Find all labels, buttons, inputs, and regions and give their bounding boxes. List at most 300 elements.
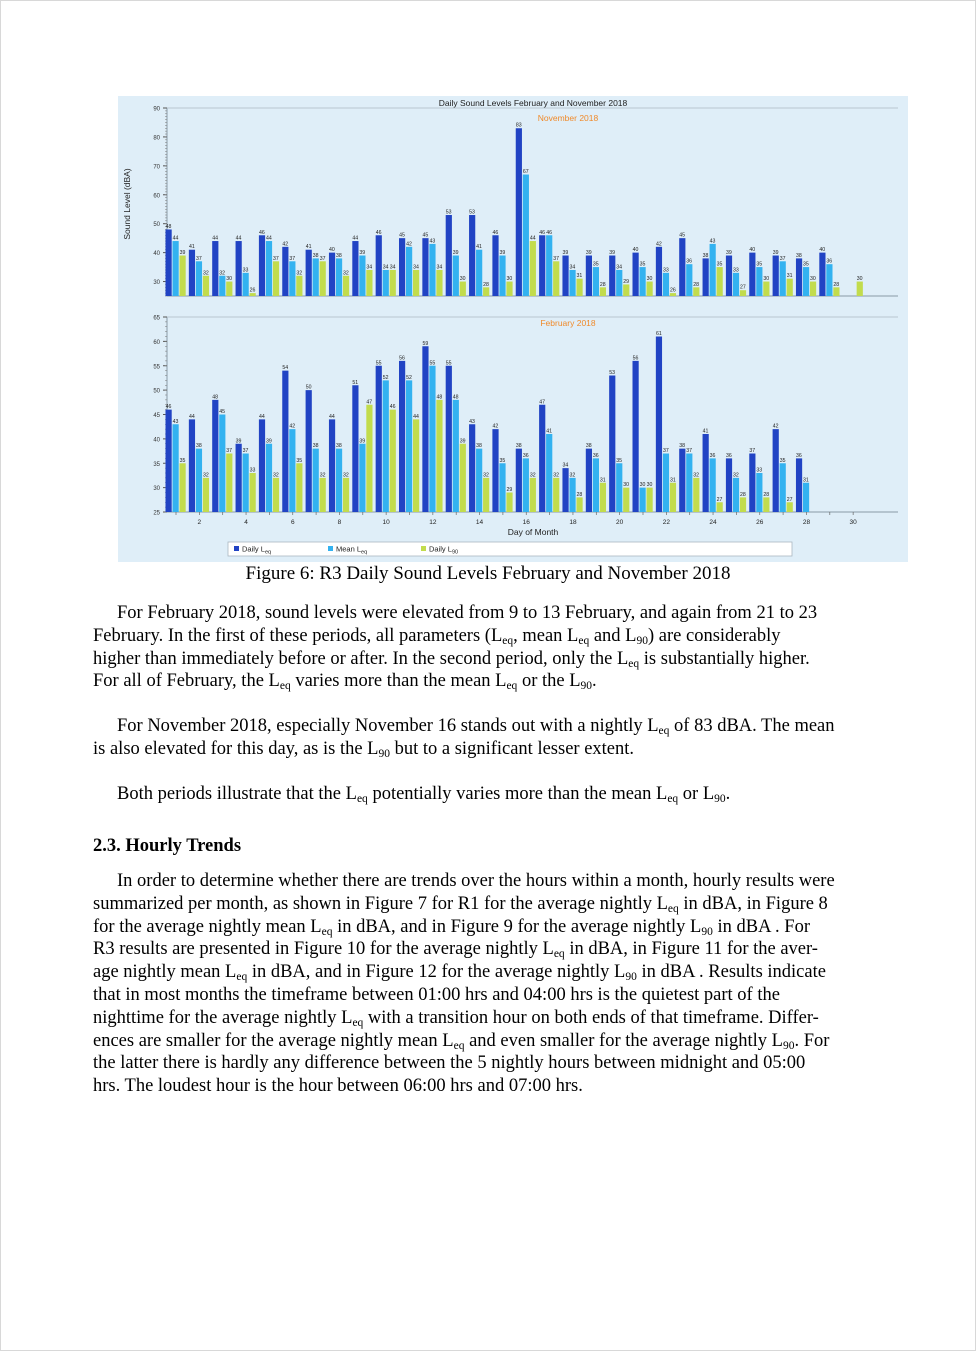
february-bar-daily-l90 — [273, 478, 279, 512]
x-tick-label: 2 — [197, 519, 202, 526]
november-data-label: 46 — [375, 229, 382, 236]
november-data-label: 46 — [259, 229, 265, 236]
november-bar-daily-l90 — [787, 279, 793, 296]
february-data-label: 36 — [522, 452, 529, 459]
x-tick-label: 24 — [709, 519, 717, 526]
legend-label: Mean $L_{eq}$ — [336, 544, 368, 556]
february-data-label: 28 — [763, 491, 770, 498]
november-data-label: 39 — [499, 250, 506, 257]
february-data-label: 39 — [266, 438, 272, 445]
november-bar-daily-l90 — [833, 287, 839, 296]
november-bar-mean-leq — [453, 256, 459, 296]
february-data-label: 43 — [469, 418, 475, 425]
february-data-label: 38 — [515, 443, 522, 450]
november-bar-daily-leq — [352, 241, 358, 296]
february-bar-daily-l90 — [436, 400, 442, 512]
november-data-label: 28 — [483, 281, 489, 288]
february-data-label: 32 — [529, 472, 536, 479]
november-bar-daily-leq — [446, 215, 452, 296]
november-bar-daily-leq — [773, 256, 779, 296]
x-tick-label: 20 — [616, 519, 624, 526]
february-bar-mean-leq — [289, 429, 295, 512]
november-bar-mean-leq — [640, 267, 646, 296]
november-data-label: 34 — [389, 264, 396, 271]
november-bar-daily-l90 — [623, 284, 629, 296]
legend-box — [228, 542, 792, 556]
february-ytick-label: 30 — [153, 486, 160, 493]
february-data-label: 28 — [740, 491, 746, 498]
february-bar-mean-leq — [756, 473, 762, 512]
november-data-label: 28 — [833, 281, 840, 288]
november-data-label: 28 — [693, 281, 700, 288]
november-bar-daily-leq — [819, 253, 825, 296]
november-bar-mean-leq — [616, 270, 622, 296]
february-data-label: 35 — [499, 457, 506, 464]
november-data-label: 45 — [679, 232, 686, 239]
february-bar-daily-leq — [609, 376, 615, 513]
february-bar-mean-leq — [359, 444, 365, 512]
november-data-label: 42 — [655, 241, 662, 248]
february-bar-daily-leq — [656, 337, 662, 513]
february-data-label: 44 — [188, 413, 195, 420]
february-data-label: 28 — [576, 491, 583, 498]
november-data-label: 35 — [716, 261, 723, 268]
november-bar-mean-leq — [219, 276, 225, 296]
february-bar-daily-leq — [236, 444, 242, 512]
x-tick-label: 4 — [244, 519, 248, 526]
november-bar-daily-leq — [726, 256, 732, 296]
february-data-label: 51 — [352, 379, 359, 386]
february-bar-mean-leq — [616, 463, 622, 512]
x-tick-label: 14 — [475, 519, 484, 526]
february-bar-daily-l90 — [390, 410, 396, 512]
february-bar-daily-leq — [633, 361, 639, 512]
november-bar-daily-l90 — [647, 282, 653, 296]
february-bar-daily-leq — [306, 390, 312, 512]
february-bar-daily-l90 — [343, 478, 349, 512]
november-data-label: 40 — [632, 247, 639, 254]
november-bar-mean-leq — [826, 264, 832, 296]
february-bar-daily-leq — [189, 419, 195, 512]
november-bar-daily-l90 — [296, 276, 302, 296]
february-bar-mean-leq — [733, 478, 739, 512]
february-bar-daily-l90 — [647, 488, 653, 512]
november-data-label: 39 — [452, 250, 459, 257]
november-bar-daily-leq — [492, 235, 498, 296]
february-data-label: 35 — [179, 457, 186, 464]
february-bar-daily-l90 — [413, 419, 419, 512]
november-bar-mean-leq — [313, 258, 319, 296]
february-bar-mean-leq — [780, 463, 786, 512]
february-bar-daily-leq — [352, 385, 358, 512]
february-data-label: 39 — [235, 438, 242, 445]
february-bar-mean-leq — [640, 488, 646, 512]
february-bar-daily-l90 — [320, 478, 326, 512]
february-bar-mean-leq — [219, 415, 225, 513]
february-bar-mean-leq — [383, 380, 389, 512]
november-bar-daily-leq — [282, 247, 288, 296]
february-bar-daily-leq — [516, 449, 522, 512]
november-bar-daily-l90 — [530, 241, 536, 296]
february-bar-daily-l90 — [740, 497, 746, 512]
february-data-label: 32 — [202, 472, 209, 479]
chart-title: Daily Sound Levels February and November 2018 — [438, 98, 628, 108]
february-bar-mean-leq — [196, 449, 202, 512]
november-ytick-label: 30 — [153, 280, 160, 287]
february-data-label: 39 — [359, 438, 366, 445]
february-bar-daily-leq — [166, 410, 172, 512]
february-data-label: 52 — [406, 374, 412, 381]
february-data-label: 48 — [212, 394, 219, 401]
november-data-label: 40 — [329, 247, 335, 254]
november-data-label: 38 — [336, 252, 342, 259]
november-data-label: 42 — [282, 241, 289, 248]
november-data-label: 32 — [296, 270, 303, 277]
february-data-label: 47 — [539, 399, 545, 406]
february-bar-mean-leq — [686, 454, 692, 513]
november-data-label: 37 — [553, 255, 559, 262]
february-data-label: 47 — [366, 399, 373, 406]
february-bar-daily-l90 — [600, 483, 606, 512]
february-data-label: 44 — [413, 413, 419, 420]
november-data-label: 46 — [546, 229, 552, 236]
february-bar-daily-l90 — [180, 463, 186, 512]
november-data-label: 41 — [476, 244, 482, 251]
november-data-label: 46 — [539, 229, 545, 236]
november-data-label: 37 — [195, 255, 202, 262]
x-tick-label: 6 — [290, 519, 295, 526]
november-bar-daily-l90 — [436, 270, 442, 296]
february-data-label: 50 — [305, 384, 312, 391]
november-bar-daily-leq — [609, 256, 615, 296]
november-bar-daily-l90 — [483, 287, 489, 296]
february-bar-daily-leq — [282, 371, 288, 512]
x-tick-label: 28 — [802, 519, 811, 526]
november-bar-mean-leq — [429, 244, 435, 296]
february-ytick-label: 45 — [153, 413, 160, 419]
february-bar-daily-l90 — [530, 478, 536, 512]
february-data-label: 38 — [195, 443, 202, 450]
november-bar-daily-leq — [703, 258, 709, 296]
february-data-label: 41 — [702, 428, 709, 435]
november-bar-daily-l90 — [553, 261, 559, 296]
february-bar-daily-l90 — [366, 405, 372, 512]
february-data-label: 31 — [803, 477, 809, 484]
february-bar-mean-leq — [499, 463, 505, 512]
november-data-label: 33 — [733, 267, 739, 274]
november-data-label: 45 — [399, 232, 405, 239]
chart-panel — [118, 96, 908, 562]
legend-label: Daily $L_{eq}$ — [242, 544, 272, 556]
november-bar-mean-leq — [569, 270, 575, 296]
november-bar-mean-leq — [523, 175, 529, 296]
november-data-label: 44 — [266, 235, 272, 242]
february-data-label: 34 — [562, 462, 569, 469]
february-data-label: 30 — [639, 482, 646, 489]
november-bar-mean-leq — [756, 267, 762, 296]
november-data-label: 32 — [343, 270, 349, 277]
february-data-label: 36 — [709, 452, 716, 459]
february-subtitle: February 2018 — [540, 318, 596, 328]
november-bar-mean-leq — [359, 256, 365, 296]
february-bar-daily-l90 — [693, 478, 699, 512]
february-ytick-label: 25 — [153, 510, 160, 517]
february-ytick-label: 50 — [153, 388, 160, 395]
november-bar-daily-leq — [586, 256, 592, 296]
november-bar-daily-l90 — [506, 282, 512, 296]
february-data-label: 27 — [716, 496, 723, 503]
november-data-label: 44 — [172, 235, 179, 242]
february-bar-daily-leq — [796, 458, 802, 512]
february-data-label: 48 — [436, 394, 443, 401]
february-data-label: 54 — [282, 365, 289, 372]
x-tick-label: 10 — [382, 519, 390, 526]
february-data-label: 32 — [733, 472, 739, 479]
november-ytick-label: 40 — [153, 251, 160, 258]
november-data-label: 31 — [576, 273, 583, 280]
november-data-label: 32 — [219, 270, 226, 277]
february-data-label: 37 — [662, 448, 669, 454]
february-data-label: 41 — [546, 428, 552, 435]
february-data-label: 31 — [669, 477, 676, 484]
november-data-label: 36 — [686, 258, 693, 265]
february-bar-daily-leq — [726, 458, 732, 512]
november-data-label: 30 — [856, 276, 863, 283]
february-bar-daily-l90 — [763, 497, 769, 512]
february-ytick-label: 60 — [153, 339, 160, 346]
february-bar-daily-leq — [376, 366, 382, 512]
november-bar-mean-leq — [663, 273, 669, 296]
february-bar-daily-l90 — [506, 493, 512, 513]
november-data-label: 30 — [506, 276, 513, 283]
november-bar-daily-leq — [259, 235, 265, 296]
november-bar-daily-l90 — [390, 270, 396, 296]
november-data-label: 36 — [826, 258, 833, 265]
february-data-label: 55 — [429, 360, 436, 367]
february-data-label: 33 — [756, 467, 763, 474]
november-data-label: 46 — [492, 229, 499, 236]
november-data-label: 29 — [623, 278, 630, 285]
february-data-label: 32 — [569, 472, 576, 479]
november-data-label: 32 — [202, 270, 209, 277]
november-data-label: 34 — [569, 264, 576, 271]
february-bar-daily-l90 — [460, 444, 466, 512]
november-bar-daily-leq — [166, 229, 172, 296]
november-data-label: 34 — [616, 264, 623, 271]
november-bar-mean-leq — [266, 241, 272, 296]
november-data-label: 44 — [212, 235, 219, 242]
x-tick-label: 22 — [662, 519, 670, 526]
february-bar-daily-l90 — [623, 488, 629, 512]
february-data-label: 35 — [779, 457, 786, 464]
november-bar-daily-l90 — [576, 279, 582, 296]
february-data-label: 37 — [686, 448, 693, 454]
february-bar-daily-l90 — [787, 502, 793, 512]
november-data-label: 53 — [445, 209, 452, 216]
february-bar-daily-leq — [679, 449, 685, 512]
february-bar-mean-leq — [453, 400, 459, 512]
november-bar-mean-leq — [196, 261, 202, 296]
november-data-label: 39 — [726, 250, 732, 257]
x-tick-label: 16 — [522, 519, 530, 526]
february-data-label: 48 — [452, 394, 459, 401]
february-data-label: 36 — [592, 452, 599, 459]
february-data-label: 33 — [249, 467, 256, 474]
february-ytick-label: 40 — [153, 437, 160, 444]
november-bar-daily-leq — [679, 238, 685, 296]
february-data-label: 37 — [749, 448, 756, 454]
november-ytick-label: 70 — [153, 164, 160, 171]
february-bar-daily-l90 — [226, 454, 232, 513]
november-bar-daily-l90 — [693, 287, 699, 296]
february-data-label: 32 — [319, 472, 326, 479]
november-data-label: 38 — [796, 252, 802, 259]
february-bar-daily-leq — [773, 429, 779, 512]
paragraph-both-periods: Both periods illustrate that the $L_{eq}$ potentially varies more than the mean $L_{eq}$ or $L_{90}$. — [117, 784, 731, 805]
november-data-label: 34 — [413, 264, 419, 271]
november-bar-daily-leq — [189, 250, 195, 296]
february-bar-mean-leq — [523, 458, 529, 512]
february-bar-mean-leq — [593, 458, 599, 512]
november-data-label: 45 — [422, 232, 429, 239]
february-bar-daily-leq — [422, 346, 428, 512]
november-bar-daily-leq — [749, 253, 755, 296]
november-bar-mean-leq — [710, 244, 716, 296]
february-data-label: 43 — [172, 418, 179, 425]
february-data-label: 30 — [623, 482, 630, 489]
february-data-label: 46 — [165, 404, 172, 411]
november-data-label: 39 — [562, 250, 569, 257]
november-bar-mean-leq — [780, 261, 786, 296]
november-bar-daily-l90 — [717, 267, 723, 296]
november-data-label: 30 — [763, 276, 770, 283]
february-bar-daily-leq — [212, 400, 218, 512]
november-ytick-label: 50 — [153, 222, 160, 229]
february-data-label: 29 — [506, 487, 513, 493]
february-bar-mean-leq — [243, 454, 249, 513]
february-bar-mean-leq — [663, 454, 669, 513]
november-bar-daily-l90 — [273, 261, 279, 296]
february-data-label: 55 — [375, 360, 382, 367]
x-tick-label: 30 — [849, 519, 857, 526]
november-data-label: 35 — [756, 261, 763, 268]
february-bar-daily-l90 — [250, 473, 256, 512]
november-data-label: 39 — [179, 250, 186, 257]
february-data-label: 38 — [585, 443, 592, 450]
november-bar-daily-leq — [633, 253, 639, 296]
february-data-label: 53 — [609, 370, 616, 376]
february-data-label: 42 — [772, 423, 779, 430]
february-data-label: 56 — [632, 355, 639, 362]
february-bar-daily-leq — [399, 361, 405, 512]
february-bar-daily-leq — [539, 405, 545, 512]
november-data-label: 40 — [749, 247, 756, 254]
november-bar-daily-l90 — [203, 276, 209, 296]
february-bar-daily-l90 — [203, 478, 209, 512]
november-data-label: 34 — [366, 264, 373, 271]
bar-chart — [118, 96, 908, 562]
november-data-label: 37 — [319, 255, 326, 262]
november-data-label: 83 — [515, 122, 522, 129]
november-data-label: 39 — [772, 250, 779, 257]
november-bar-daily-l90 — [600, 287, 606, 296]
november-bar-daily-l90 — [763, 282, 769, 296]
november-bar-mean-leq — [383, 270, 389, 296]
february-bar-daily-l90 — [670, 483, 676, 512]
november-data-label: 37 — [779, 255, 786, 262]
november-data-label: 39 — [585, 250, 592, 257]
february-bar-daily-leq — [562, 468, 568, 512]
november-bar-daily-leq — [562, 256, 568, 296]
february-bar-daily-leq — [446, 366, 452, 512]
february-bar-mean-leq — [266, 444, 272, 512]
november-ytick-label: 90 — [153, 106, 160, 113]
november-data-label: 38 — [312, 252, 319, 259]
february-data-label: 35 — [616, 457, 623, 464]
legend-swatch — [234, 546, 239, 551]
february-bar-mean-leq — [313, 449, 319, 512]
february-data-label: 59 — [422, 340, 429, 347]
november-bar-mean-leq — [686, 264, 692, 296]
november-data-label: 40 — [819, 247, 826, 254]
november-data-label: 34 — [382, 264, 389, 271]
november-data-label: 42 — [406, 241, 412, 248]
november-data-label: 37 — [289, 255, 296, 262]
november-bar-daily-leq — [376, 235, 382, 296]
february-data-label: 35 — [296, 457, 303, 464]
november-bar-mean-leq — [173, 241, 179, 296]
november-data-label: 53 — [469, 209, 475, 216]
november-data-label: 28 — [599, 281, 606, 288]
february-bar-mean-leq — [546, 434, 552, 512]
legend-swatch — [421, 546, 426, 551]
november-data-label: 38 — [702, 252, 709, 259]
february-bar-daily-leq — [703, 434, 709, 512]
february-bar-daily-l90 — [576, 497, 582, 512]
february-data-label: 44 — [329, 413, 335, 420]
february-ytick-label: 35 — [153, 461, 160, 468]
november-bar-daily-leq — [399, 238, 405, 296]
november-bar-mean-leq — [733, 273, 739, 296]
february-data-label: 55 — [445, 360, 452, 367]
february-bar-daily-leq — [749, 454, 755, 513]
november-bar-mean-leq — [546, 235, 552, 296]
november-bar-daily-l90 — [413, 270, 419, 296]
november-ytick-label: 60 — [153, 193, 160, 200]
february-bar-mean-leq — [336, 449, 342, 512]
y-axis-label: Sound Level (dBA) — [122, 168, 132, 240]
february-data-label: 42 — [289, 423, 296, 430]
november-bar-mean-leq — [289, 261, 295, 296]
november-bar-mean-leq — [499, 256, 505, 296]
february-bar-daily-l90 — [296, 463, 302, 512]
november-bar-daily-l90 — [366, 270, 372, 296]
november-bar-daily-leq — [469, 215, 475, 296]
november-data-label: 30 — [646, 276, 653, 283]
february-data-label: 30 — [646, 482, 653, 489]
november-subtitle: November 2018 — [537, 113, 599, 123]
paragraph-november: For November 2018, especially November 16 stands out with a nightly $L_{eq}$ of 83 dBA. The mean is also elevated for this day, as is the $L_{90}$ but to a significant lesser extent. — [93, 716, 835, 760]
november-bar-mean-leq — [406, 247, 412, 296]
november-data-label: 67 — [522, 169, 529, 176]
november-data-label: 30 — [459, 276, 466, 283]
february-data-label: 38 — [476, 443, 482, 450]
november-bar-daily-l90 — [226, 282, 232, 296]
paragraph-february: For February 2018, sound levels were elevated from 9 to 13 February, and again from 21 to 23 February. In the first of these periods, all parameters ($L_{eq}$, mean $L_{eq}$ and $L_{90}$) are considerably higher than immediately before or after. In the second period, only the $L_{eq}$ is substantially higher. For all of February, the $L_{eq}$ varies more than the mean $L_{eq}$ or the $L_{90}$. — [93, 603, 818, 693]
february-bar-daily-leq — [492, 429, 498, 512]
november-data-label: 26 — [249, 287, 256, 294]
february-data-label: 56 — [399, 355, 405, 362]
